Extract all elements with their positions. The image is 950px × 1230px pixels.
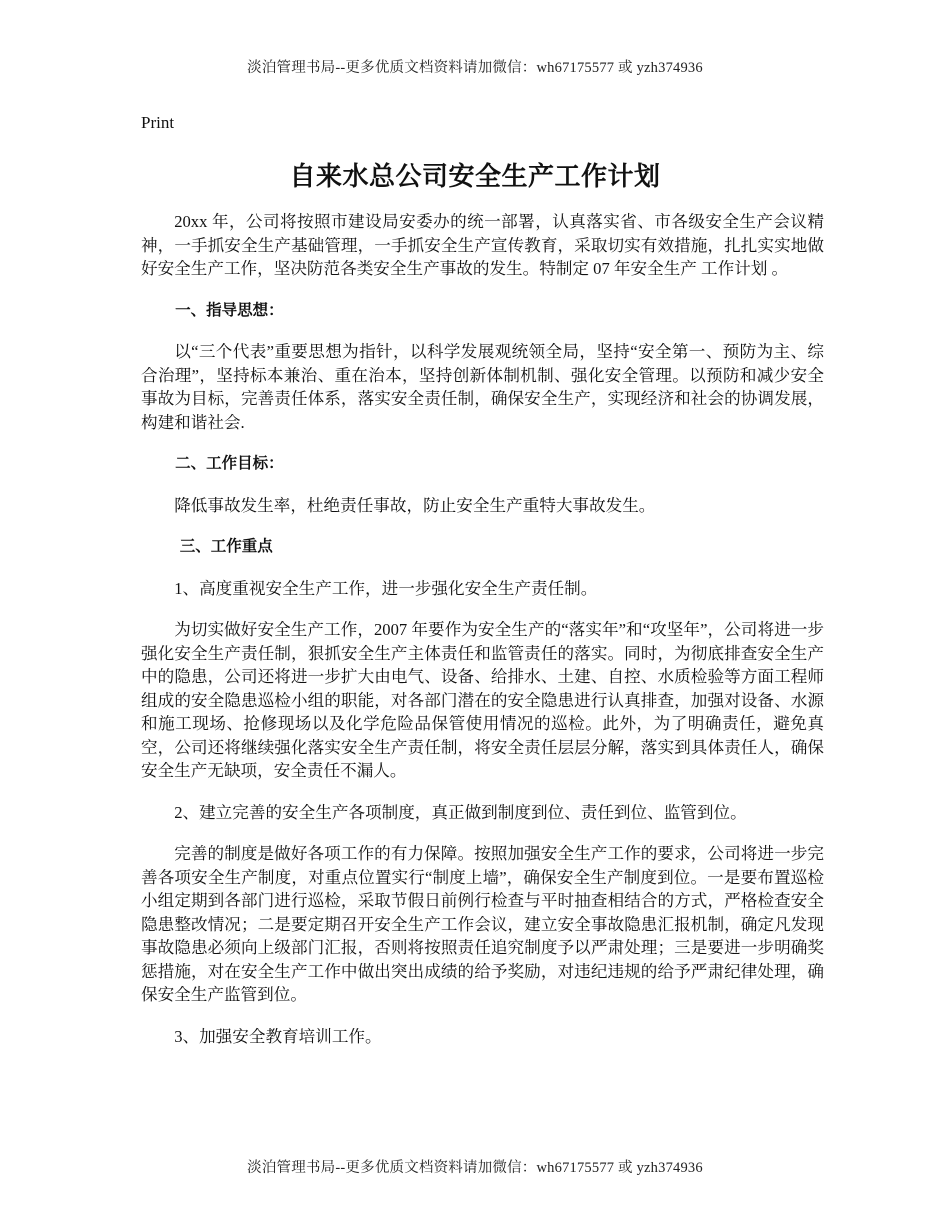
section-heading-guiding-thought: 一、指导思想： [175, 300, 284, 319]
page-header-watermark: 淡泊管理书局--更多优质文档资料请加微信：wh67175577 或 yzh374936 [247, 60, 703, 76]
focus-item-1-title: 1、高度重视安全生产工作，进一步强化安全生产责任制。 [174, 578, 598, 598]
document-title: 自来水总公司安全生产工作计划 [289, 162, 661, 192]
intro-paragraph: 20xx 年，公司将按照市建设局安委办的统一部署，认真落实省、市各级安全生产会议精神，一手抓安全生产基础管理，一手抓安全生产宣传教育，采取切实有效措施，扎扎实实地做好安全生产工作，坚决防范各类安全生产事故的发生。特制定 07 年安全生产 工作计划 。 [141, 212, 824, 278]
focus-item-2-paragraph: 完善的制度是做好各项工作的有力保障。按照加强安全生产工作的要求，公司将进一步完善各项安全生产制度，对重点位置实行“制度上墙”，确保安全生产制度到位。一是要布置巡检小组定期到各部门进行巡检，采取节假日前例行检查与平时抽查相结合的方式，严格检查安全隐患整改情况；二是要定期召开安全生产工作会议，建立安全事故隐患汇报机制，确定凡发现事故隐患必须向上级部门汇报，否则将按照责任追究制度予以严肃处理；三是要进一步明确奖惩措施，对在安全生产工作中做出突出成绩的给予奖励，对违纪违规的给予严肃纪律处理，确保安全生产监管到位。 [141, 844, 824, 1004]
focus-item-2-title: 2、建立完善的安全生产各项制度，真正做到制度到位、责任到位、监管到位。 [174, 802, 747, 822]
section-heading-work-focus: 三、工作重点 [179, 537, 273, 555]
focus-item-1-paragraph: 为切实做好安全生产工作，2007 年要作为安全生产的“落实年”和“攻坚年”，公司将进一步强化安全生产责任制，狠抓安全生产主体责任和监管责任的落实。同时，为彻底排查安全生产中的隐患，公司还将进一步扩大由电气、设备、给排水、土建、自控、水质检验等方面工程师组成的安全隐患巡检小组的职能，对各部门潜在的安全隐患进行认真排查，加强对设备、水源和施工现场、抢修现场以及化学危险品保管使用情况的巡检。此外，为了明确责任，避免真空，公司还将继续强化落实安全生产责任制，将安全责任层层分解，落实到具体责任人，确保安全生产无缺项，安全责任不漏人。 [141, 620, 824, 780]
document-body [141, 210, 824, 1066]
page-footer-watermark: 淡泊管理书局--更多优质文档资料请加微信：wh67175577 或 yzh374936 [247, 1160, 703, 1176]
work-goals-paragraph: 降低事故发生率，杜绝责任事故，防止安全生产重特大事故发生。 [174, 495, 656, 515]
guiding-thought-paragraph: 以“三个代表”重要思想为指针，以科学发展观统领全局，坚持“安全第一、预防为主、综合治理”，坚持标本兼治、重在治本，坚持创新体制机制、强化安全管理。以预防和减少安全事故为目标，完善责任体系，落实安全责任制，确保安全生产，实现经济和社会的协调发展，构建和谐社会. [141, 342, 824, 432]
focus-item-3-title: 3、加强安全教育培训工作。 [174, 1026, 382, 1046]
print-label: Print [141, 113, 175, 132]
section-heading-work-goals: 二、工作目标： [175, 454, 284, 472]
